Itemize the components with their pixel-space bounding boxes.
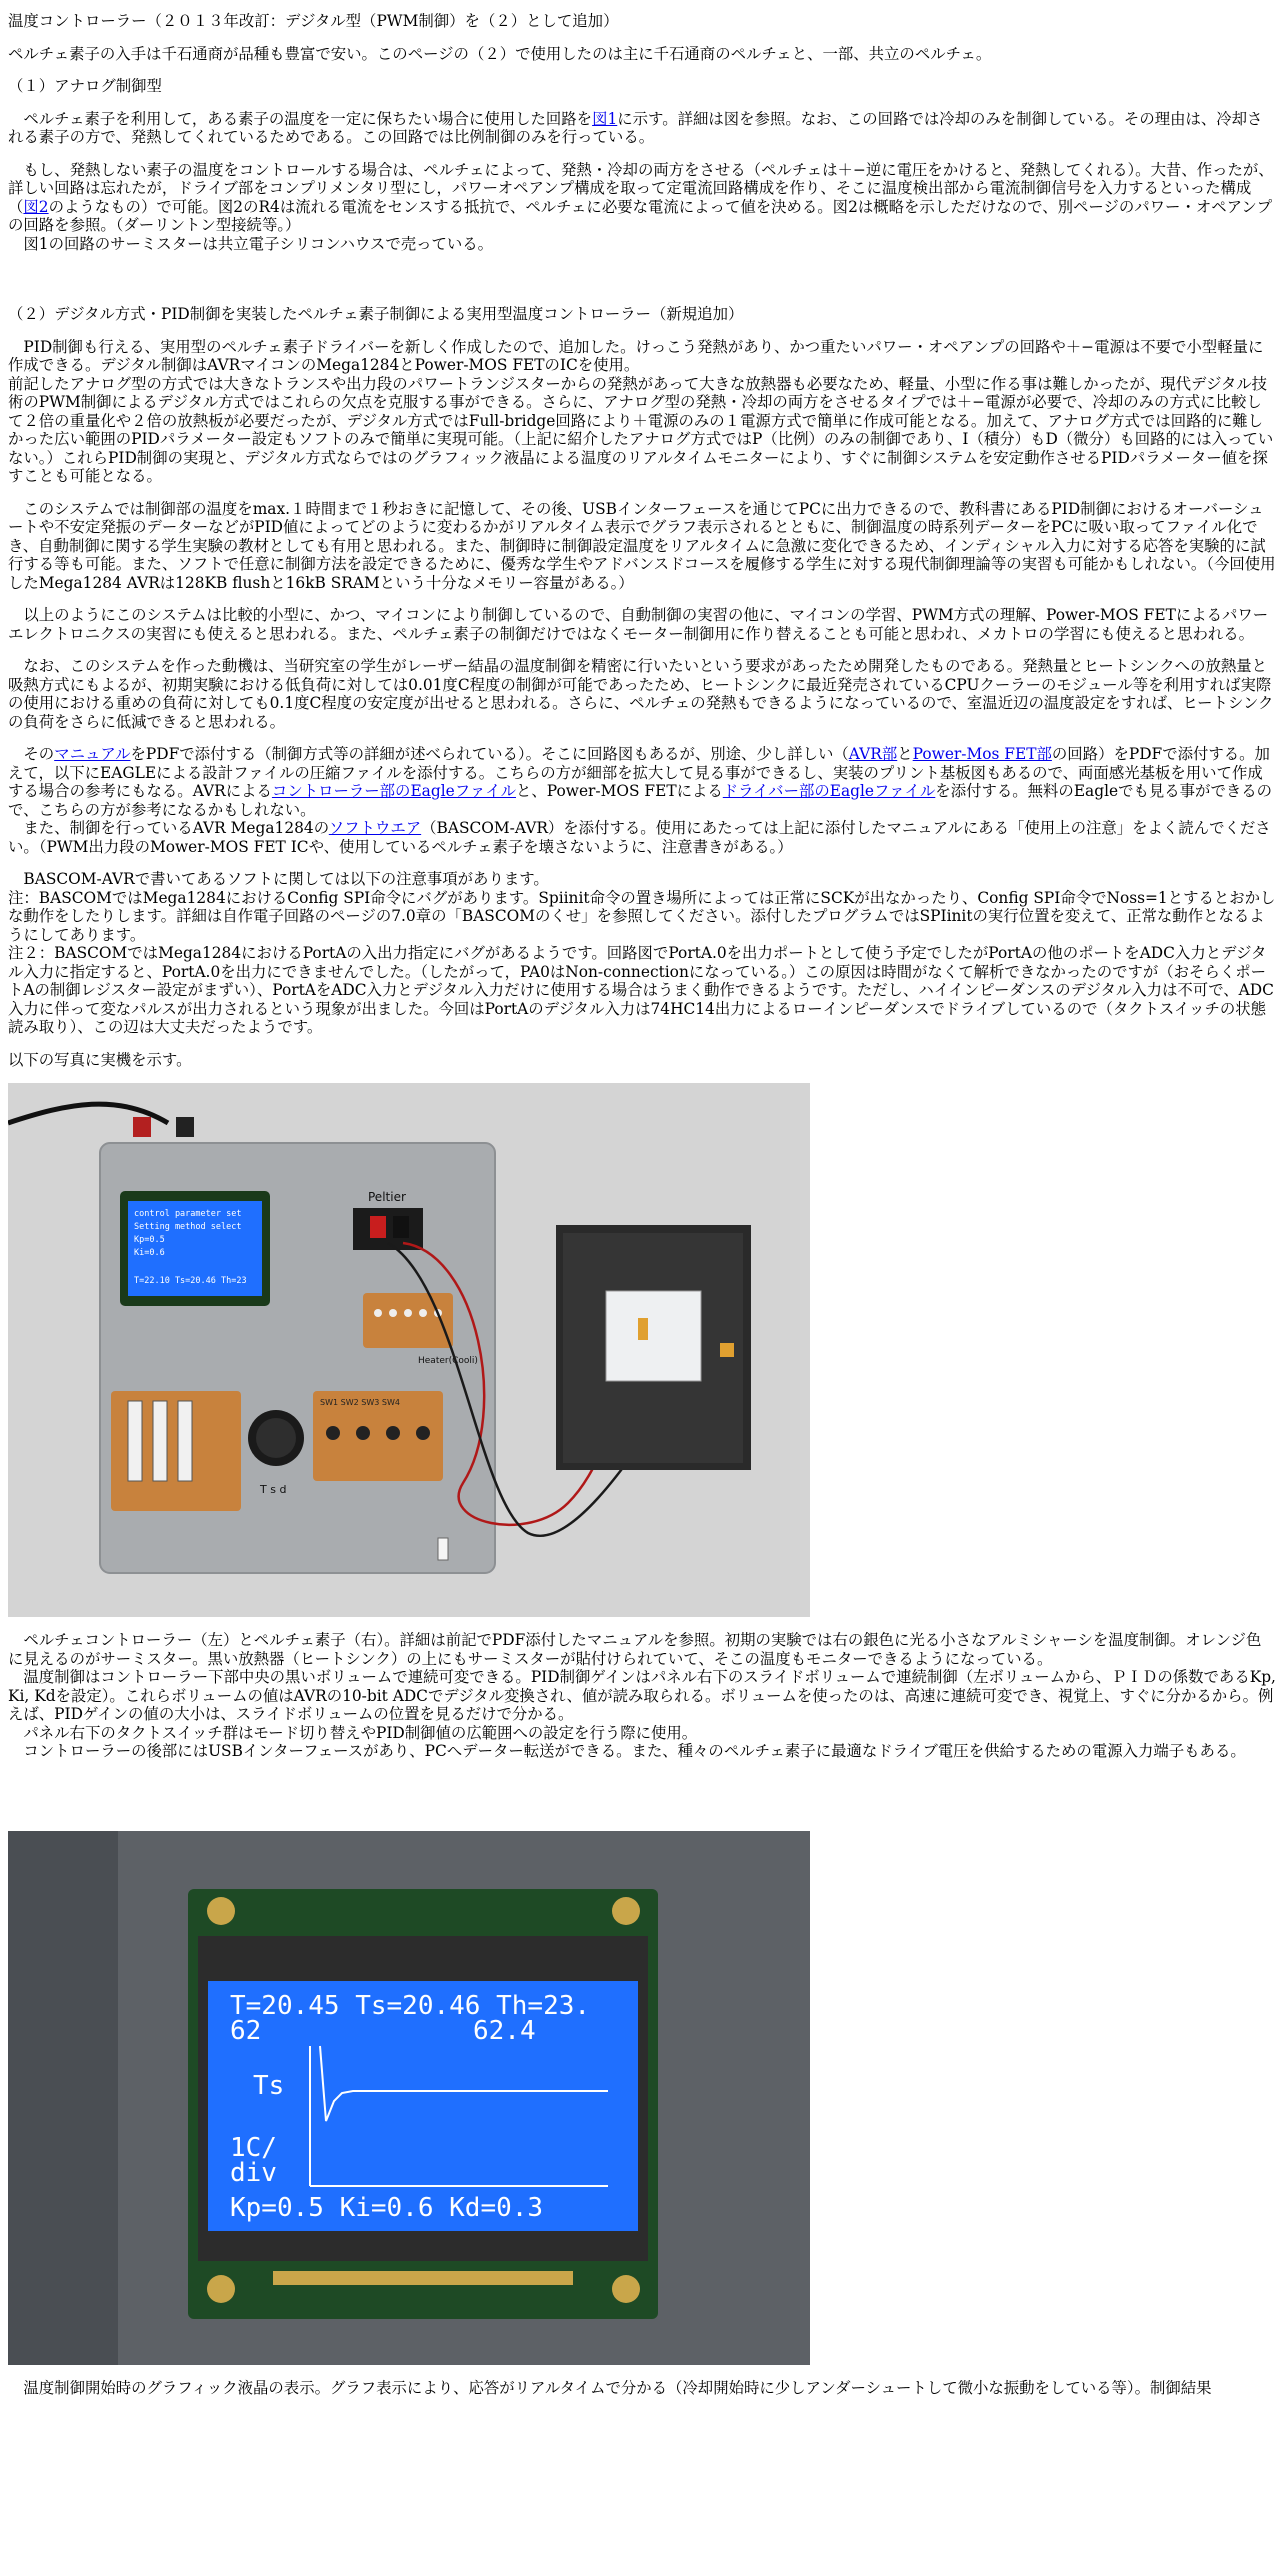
digital-paragraph-5 [8,745,1276,819]
tact-switch [326,1426,340,1440]
text-span: に示す。詳細は図を参照。なお、この回路では冷却のみを制御している。その理由は、冷却される素子の方で、発熱してくれているためである。この回路では比例制御のみを行っている。 [8,109,1263,146]
controller-photo-drawing [8,1083,810,1617]
pid-gains: Kp=0.5 Ki=0.6 Kd=0.3 [230,2192,544,2223]
bascom-note-1: 注：BASCOMではMega1284におけるConfig SPI命令にバグがあります。Spiinit命令の置き場所によっては正常にSCKが出なかったり、Config SPI命令でNoss=1とするとおかしな動作をしたりします。詳細は自作電子回路のページの7.0章の「BASCOMのくせ」を参照してください。添付したプログラムではSPIinitの実行位置を変えて、正常な動作となるようにしてあります。 [8,888,1276,944]
lcd-line: Setting method select [134,1222,242,1232]
mounting-hole [612,1897,640,1925]
digital-heading: （２）デジタル方式・PID制御を実装したペルチェ素子制御による実用型温度コントローラー（新規追加） [8,305,744,323]
text-span: のようなもの）で可能。図2のR4は流れる電流をセンスする抵抗で、ペルチェに必要な電流によって値を決める。図2は概略を示しただけなので、別ページのパワー・オペアンプの回路を参照。（ダーリントン型接続等。） [8,197,1273,234]
bascom-note-2: 注２：BASCOMではMega1284におけるPortAの入出力指定にバグがあるようです。回路図でPortA.0を出力ポートとして使う予定でしたがPortAの他のポートをADC入力とデジタル入力に指定すると、PortA.0を出力にできませんでした。（したがって，PA0はNon-connectionになっている。）この原因は時間がなくて解析できなかったのですが（おそらくポートAの制御レジスター設定がまずい）、PortAをADC入力とデジタル入力だけに使用する場合はうまく動作できるようです。ただし、ハイインピーダンスのデジタル入力は不可で、ADC入力に伴って変なパルスが出力されるという現象が出ました。今回はPortAのデジタル入力は74HC14出力によるローインピーダンスでドライブしているので（タクトスイッチの状態読み取り）、この辺は大丈夫だったようです。 [8,944,1274,1036]
analog-paragraph-1 [8,110,1276,147]
controller-photo [8,1083,810,1617]
photo-shadow [8,1831,118,2365]
photo2-caption: 温度制御開始時のグラフィック液晶の表示。グラフ表示により、応答がリアルタイムで分かる（冷却開始時に少しアンダーシュートして微小な振動をしている等）。制御結果 [8,2378,1212,2397]
photo1-caption-3: パネル右下のタクトスイッチ群はモード切り替えやPID制御値の広範囲への設定を行う際に使用。 [8,1723,698,1742]
software-link[interactable]: ソフトウエア [328,819,422,837]
digital-paragraph-4: なお、このシステムを作った動機は、当研究室の学生がレーザー結晶の温度制御を精密に行いたいという要求があったため開発したものである。発熱量とヒートシンクへの放熱量と吸熱方式にもよるが、初期実験における低負荷に対しては0.01度C程度の制御が可能であったため、ヒートシンクに最近発売されているCPUクーラーのモジュール等を利用すれば実際の使用における重めの負荷に対しても0.1度C程度の安定度が出せると思われる。さらに、ペルチェの発熱もできるようになっているので、室温近辺の温度設定をすれば、ヒートシンクの負荷をさらに低減できると思われる。 [8,657,1274,731]
text-span: と [897,745,913,763]
page-title: 温度コントローラー（２０１３年改訂：デジタル型（PWM制御）を（２）として追加） [8,12,619,30]
lcd-closeup-photo [8,1831,810,2365]
header-pin [374,1309,382,1317]
analog-paragraph-2 [8,161,1276,235]
lcd-closeup-drawing [8,1831,810,2365]
intro-paragraph: ペルチェ素子の入手は千石通商が品種も豊富で安い。このページの（２）で使用したのは主に千石通商のペルチェと、一部、共立のペルチェ。 [8,44,992,63]
text-span: もし、発熱しない素子の温度をコントロールする場合は、ペルチェによって、発熱・冷却の両方をさせる（ペルチェは＋−逆に電圧をかけると、発熱してくれる）。大昔、作ったが、詳しい回路は忘れたが，ドライブ部をコンプリメンタリ型にし，パワーオペアンプ構成を取って定電流回路構成を作り、そこに温度検出部から電流制御信号を入力するといった構成（ [8,160,1274,216]
text-span: を添付する。無料のEagleでも見る事ができるので、こちらの方が参考になるかもしれない。 [8,782,1273,819]
lcd-line: Ki=0.6 [134,1248,165,1258]
header-pin [404,1309,412,1317]
pin-header [273,2271,573,2285]
spacer [8,1775,1276,1831]
text-span: ペルチェ素子を利用して，ある素子の温度を一定に保ちたい場合に使用した回路を [8,109,593,128]
digital-paragraph-3: 以上のようにこのシステムは比較的小型に、かつ、マイコンにより制御しているので、自動制御の実習の他に、マイコンの学習、PWM方式の理解、Power-MOS FETによるパワーエレクトロニクスの実習にも使えると思われる。また、ペルチェ素子の制御だけではなくモーター制御用に作り替えることも可能と思われ、メカトロの学習にも使えると思われる。 [8,606,1269,643]
driver-eagle-link[interactable]: ドライバー部のEagleファイル [722,782,936,800]
figure1-link[interactable]: 図1 [592,109,618,128]
mounting-hole [207,1897,235,1925]
thermistor [638,1318,648,1340]
manual-link[interactable]: マニュアル [54,745,131,763]
slide-volume [153,1401,167,1481]
toggle-switch [438,1538,448,1560]
header-pin [389,1309,397,1317]
lcd-line: T=22.10 Ts=20.46 Th=23 [134,1276,247,1286]
header-pin [419,1309,427,1317]
spacer [8,267,1276,305]
digital-paragraph-1b: 前記したアナログ型の方式では大きなトランスや出力段のパワートランジスターからの発熱があって大きな放熱器も必要なため、軽量、小型に作る事は難しかったが、現代デジタル技術のPWM制御によるデジタル方式ではこれらの欠点を克服する事ができる。さらに、アナログ型の発熱・冷却の両方をさせるタイプでは＋−電源が必要で、冷却のみの方式に比較して２倍の重量化や２倍の放熱板が必要だったが、デジタル方式ではFull-bridge回路により＋電源のみの１電源方式で簡単に作成可能となる。加えて、アナログ方式では回路的に難しかった広い範囲のPIDパラメーター設定もソフトのみで簡単に実現可能。（上記に紹介したアナログ方式ではP（比例）のみの制御であり、I（積分）もD（微分）も回路的には入っていない。）これらPID制御の実現と、デジタル方式ならではのグラフィック液晶による温度のリアルタイムモニターにより、すぐに制御システムを安定動作させるPIDパラメーター値を探すことも可能となる。 [8,374,1274,485]
figure2-link[interactable]: 図2 [23,197,49,216]
ts-label: Ts [253,2070,285,2101]
mounting-hole [612,2275,640,2303]
power-mos-circuit-link[interactable]: Power-Mos FET部 [912,745,1052,763]
tact-switch [416,1426,430,1440]
peltier-terminal-red [370,1216,386,1238]
controller-eagle-link[interactable]: コントローラー部のEagleファイル [271,782,516,800]
lcd-top-line-2b: 62.4 [473,2015,536,2046]
photo1-caption-4: コントローラーの後部にはUSBインターフェースがあり、PCへデーター転送ができる。また、種々のペルチェ素子に最適なドライブ電圧を供給するための電源入力端子もある。 [8,1742,1246,1760]
digital-paragraph-2: このシステムでは制御部の温度をmax.１時間まで１秒おきに記憶して、その後、USBインターフェースを通じてPCに出力できるので、教科書にあるPID制御におけるオーバーシュートや不安定発振のデーターなどがPID値によってどのように変わるかがリアルタイム表示でグラフ表示されるとともに、制御温度の時系列データーをPCに吸い取ってファイル化でき、自動制御に関する学生実験の教材としても有用と思われる。また、制御時に制御設定温度をリアルタイムに急激に変化できるため、インディシャル入力に対する応答を実験的に試行する等も可能。また、ソフトで任意に制御方法を設定できるために、優秀な学生やアドバンスドコースを履修する学生に対する現代制御理論等の実習も可能かもしれない。（今回使用したMega1284 AVRは128KB flushと16kB SRAMという十分なメモリー容量がある。） [8,499,1276,592]
tsd-label: T s d [260,1483,287,1496]
lcd-top-line: T=20.45 Ts=20.46 Th=23. [230,1990,591,2021]
peltier-label: Peltier [368,1190,406,1204]
lcd-top-line-2a: 62 [230,2015,262,2046]
temperature-knob-cap [256,1418,296,1458]
scale-label: div [230,2157,277,2188]
header-label: Heater(Cooli) [418,1356,478,1366]
tact-switch [386,1426,400,1440]
scale-label: 1C/ [230,2132,277,2163]
text-span: また、制御を行っているAVR Mega1284の [8,819,329,837]
tact-switch [356,1426,370,1440]
text-span: （BASCOM-AVR）を添付する。使用にあたっては上記に添付したマニュアルにある「使用上の注意」をよく読んでください。（PWM出力段のMower-MOS FET ICや、使用しているペルチェ素子を壊さないように、注意書きがある。） [8,819,1271,856]
digital-paragraph-1a: PID制御も行える、実用型のペルチェ素子ドライバーを新しく作成したので、追加した。けっこう発熱があり、かつ重たいパワー・オペアンプの回路や＋−電源は不要で小型軽量に作成できる。デジタル制御はAVRマイコンのMega1284とPower-MOS FETのICを使用。 [8,337,1264,374]
lcd-line: Kp=0.5 [134,1235,165,1245]
mounting-hole [207,2275,235,2303]
peltier-terminal-black [393,1216,409,1238]
text-span: と、Power-MOS FETによる [516,782,723,800]
text-span: その [8,745,55,763]
analog-heading: （１）アナログ制御型 [8,77,162,95]
black-plug [176,1117,194,1137]
slide-volume [178,1401,192,1481]
switch-labels: SW1 SW2 SW3 SW4 [320,1398,400,1407]
photo-intro: 以下の写真に実機を示す。 [8,1050,192,1069]
text-span: の回路）をPDFで添付する。加えて，以下にEAGLEによる設計ファイルの圧縮ファイルを添付する。こちらの方が細部を拡大して見る事ができるし、実装のプリント基板図もあるので、両面感光基板を用いて作成する場合の参考にもなる。AVRによる [8,745,1270,800]
aluminum-chassis [606,1291,701,1381]
text-span: をPDFで添付する（制御方式等の詳細が述べられている）。そこに回路図もあるが、別途、少し詳しい（ [130,745,849,763]
bascom-intro: BASCOM-AVRで書いてあるソフトに関しては以下の注意事項があります。 [8,870,549,888]
digital-paragraph-6 [8,819,1276,856]
avr-circuit-link[interactable]: AVR部 [848,745,898,763]
photo1-caption-1: ペルチェコントローラー（左）とペルチェ素子（右）。詳細は前記でPDF添付したマニュアルを参照。初期の実験では右の銀色に光る小さなアルミシャーシを温度制御。オレンジ色に見えるのがサーミスター。黒い放熱器（ヒートシンク）の上にもサーミスターが貼付けられていて、そこの温度もモニターできるようになっている。 [8,1631,1262,1668]
red-plug [133,1117,151,1137]
slide-volume [128,1401,142,1481]
lcd-line: control parameter set [134,1209,242,1219]
photo1-caption-2: 温度制御はコントローラー下部中央の黒いボリュームで連続可変できる。PID制御ゲインはパネル右下のスライドボリュームで連続制御（左ボリュームから、ＰＩＤの係数であるKp, Ki, Kdを設定）。これらボリュームの値はAVRの10-bit ADCでデジタル変換され、値が読み取られる。ボリュームを使ったのは、高速に連続可変でき、視覚上、すぐに分かるから。例えば、PIDゲインの値の大小は、スライドボリュームの位置を見るだけで分かる。 [8,1668,1276,1723]
analog-paragraph-3: 図1の回路のサーミスターは共立電子シリコンハウスで売っている。 [8,234,494,253]
thermistor-heatsink [720,1343,734,1357]
